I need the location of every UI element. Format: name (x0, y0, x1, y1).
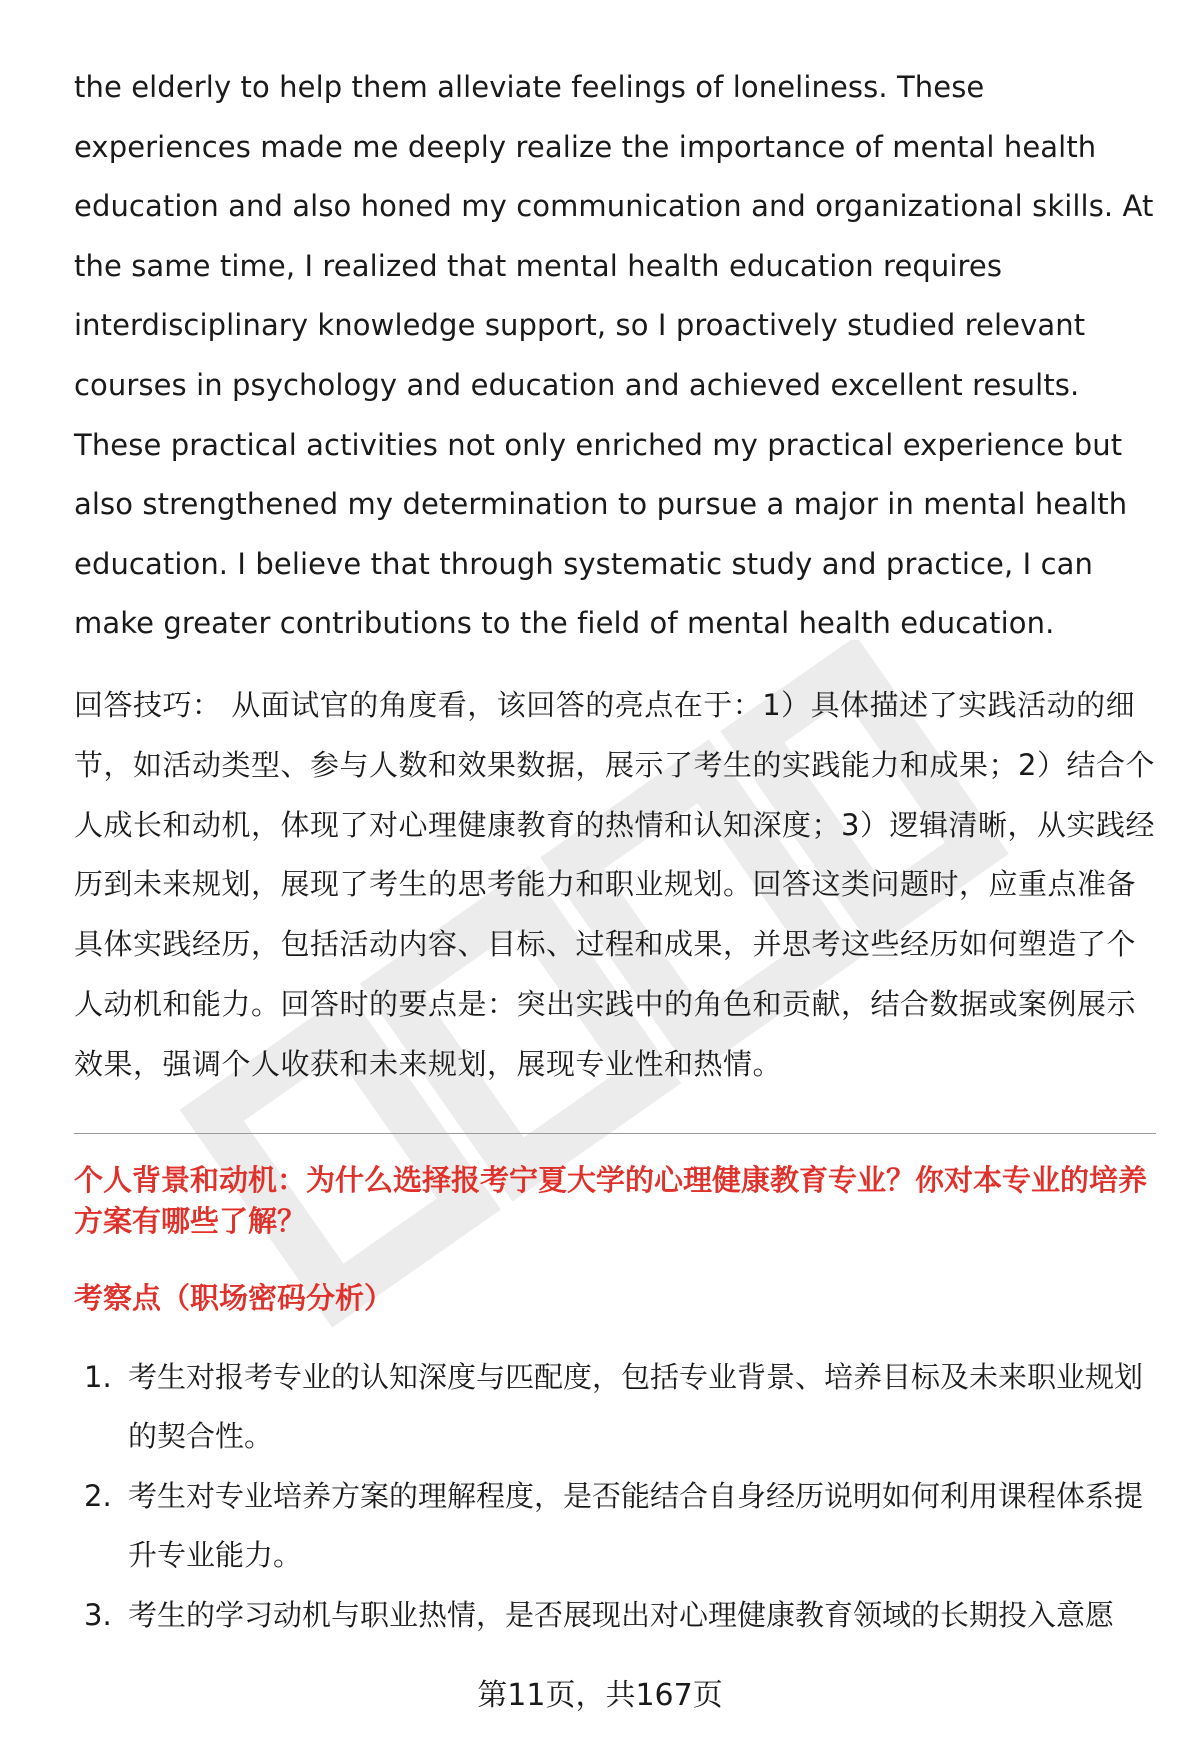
section-divider (74, 1133, 1156, 1134)
assessment-points-list (74, 1348, 1160, 1646)
list-item-text: 考生对报考专业的认知深度与匹配度，包括专业背景、培养目标及未来职业规划的契合性。 (128, 1359, 1144, 1454)
list-item (74, 1586, 1160, 1646)
question-title: 个人背景和动机：为什么选择报考宁夏大学的心理健康教育专业？你对本专业的培养方案有哪些了解？ (74, 1162, 1148, 1238)
list-item-number: 2. (84, 1478, 112, 1513)
list-item-number: 3. (84, 1597, 112, 1632)
list-item-text: 考生对专业培养方案的理解程度，是否能结合自身经历说明如何利用课程体系提升专业能力。 (128, 1478, 1144, 1573)
list-item (74, 1348, 1160, 1467)
english-answer-paragraph: the elderly to help them alleviate feelings of loneliness. These experiences made me deeply realize the importance of mental health education and also honed my communication and organizational skills. At the same time, I realized that mental health education requires interdisciplinary knowledge support, so I proactively studied relevant courses in psychology and education and achieved excellent results. These practical activities not only enriched my practical experience but also strengthened my determination to pursue a major in mental health education. I believe that through systematic study and practice, I can make greater contributions to the field of mental health education. (74, 70, 1154, 641)
document-page (74, 58, 1160, 1645)
assessment-points-heading: 考察点（职场密码分析） (74, 1280, 394, 1315)
list-item-text: 考生的学习动机与职业热情，是否展现出对心理健康教育领域的长期投入意愿 (128, 1597, 1115, 1632)
list-item (74, 1467, 1160, 1586)
list-item-number: 1. (84, 1359, 112, 1394)
page-number-footer: 第11页，共167页 (477, 1678, 723, 1713)
answer-tips-paragraph: 回答技巧： 从面试官的角度看，该回答的亮点在于：1）具体描述了实践活动的细节，如活动类型、参与人数和效果数据，展示了考生的实践能力和成果；2）结合个人成长和动机，体现了对心理健康教育的热情和认知深度；3）逻辑清晰，从实践经历到未来规划，展现了考生的思考能力和职业规划。回答这类问题时，应重点准备具体实践经历，包括活动内容、目标、过程和成果，并思考这些经历如何塑造了个人动机和能力。回答时的要点是：突出实践中的角色和贡献，结合数据或案例展示效果，强调个人收获和未来规划，展现专业性和热情。 (74, 687, 1155, 1081)
